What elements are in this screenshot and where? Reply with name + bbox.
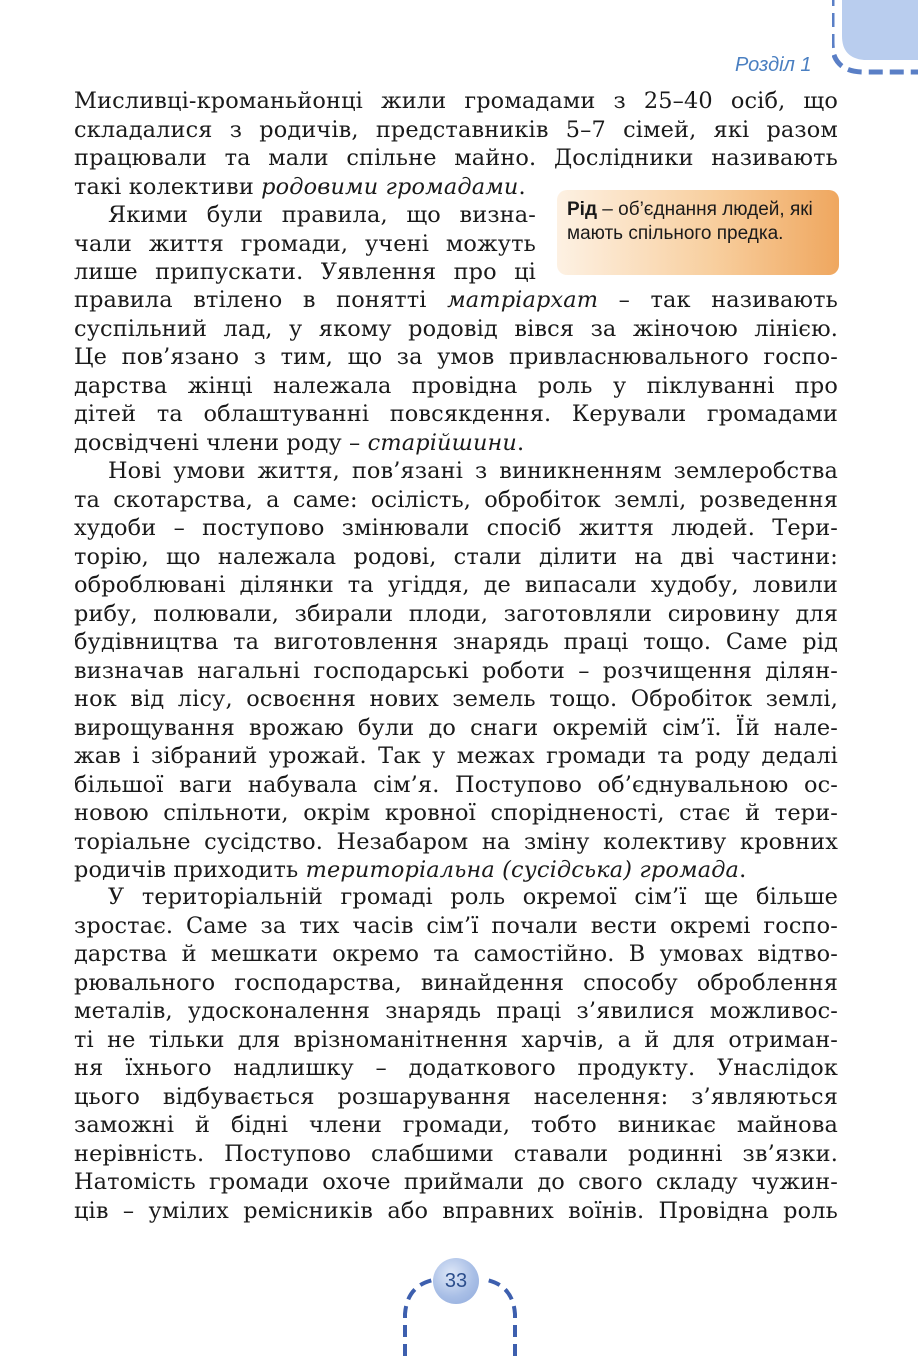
text-line: Нові умови життя, пов’язані з виникненням землеробства (108, 458, 838, 484)
term-stariishyny: старійшини (367, 429, 518, 456)
text-line: торіальне сусідство. Незабаром на зміну колективу кровних (74, 828, 838, 855)
text-line: цього відбувається розшарування населення: з’являються (74, 1083, 838, 1110)
text-line: новою спільноти, окрім кровної спорідненості, стає й тери- (74, 800, 838, 826)
text-line: рибу, полювали, збирали плоди, заготовляли сировину для (74, 600, 838, 627)
page-number: 33 (433, 1258, 479, 1304)
text-line: Це пов’язано з тим, що за умов привласнювального госпо- (74, 344, 838, 370)
paragraph-3 (74, 457, 838, 885)
text-line: лише припускати. Уявлення про ці (74, 259, 536, 285)
text-line: Натомість громади охоче приймали до свого складу чужин- (74, 1169, 838, 1195)
paragraph-2-narrow (74, 201, 536, 287)
term-rodovi-gromady: родовими громадами (261, 173, 519, 200)
text-line: нок від лісу, освоєння нових земель тощо. Обробіток землі, (74, 686, 838, 712)
text-line: Мисливці-кроманьйонці жили громадами з 25–40 осіб, що (74, 88, 838, 114)
text-line: складалися з родичів, представників 5–7 сімей, які разом (74, 116, 838, 143)
text-line: такі колективи родовими громадами. (74, 173, 526, 200)
definition-text: – об’єднання людей, які мають спільного предка. (567, 199, 813, 244)
corner-decoration (832, 0, 918, 78)
text-line: оброблювані ділянки та угіддя, де випасали худобу, ловили (74, 572, 838, 598)
text-line: худоби – поступово змінювали спосіб життя людей. Тери- (74, 515, 838, 541)
text-line: працювали та мали спільне майно. Дослідники називають (74, 145, 838, 171)
text-line: правила втілено в понятті матріархат – так називають (74, 287, 838, 313)
definition-box (557, 190, 839, 275)
paragraph-1 (74, 87, 838, 201)
text-line: родичів приходить територіальна (сусідська) громада. (74, 857, 747, 883)
definition-term: Рід (567, 199, 598, 220)
text-line: досвідчені члени роду – старійшини. (74, 429, 525, 456)
text-line: жав і зібраний урожай. Так у межах громади та роду дедалі (74, 743, 838, 769)
paragraph-2 (74, 286, 838, 457)
text-line: нерівність. Поступово слабшими ставали родинні зв’язки. (74, 1140, 838, 1167)
text-line: ня їхнього надлишку – додаткового продукту. Унаслідок (74, 1055, 838, 1081)
section-label: Розділ 1 (735, 54, 812, 76)
text-line: рювального господарства, винайдення способу оброблення (74, 969, 838, 996)
text-line: ців – умілих ремісників або вправних воїнів. Провідна роль (74, 1197, 838, 1224)
text-line: Якими були правила, що визна- (108, 202, 536, 228)
text-line: більшої ваги набувала сім’я. Поступово об’єднувальною ос- (74, 771, 838, 798)
text-line: дарства жінці належала провідна роль у піклуванні про (74, 372, 838, 399)
term-terytorialna-gromada: територіальна (сусідська) громада (305, 857, 740, 883)
text-line: вирощування врожаю були до снаги окремій сім’ї. Їй нале- (74, 714, 838, 741)
text-line: ті не тільки для врізноманітнення харчів, а й для отриман- (74, 1026, 838, 1053)
text-line: заможні й бідні члени громади, тобто виникає майнова (74, 1112, 838, 1138)
page-number-block (395, 1258, 525, 1358)
text-line: металів, удосконалення знарядь праці з’явилися можливос- (74, 998, 838, 1024)
term-matriarkhat: матріархат (447, 287, 599, 313)
text-line: визначав нагальні господарські роботи – розчищення ділян- (74, 657, 838, 684)
text-line: зростає. Саме за тих часів сім’ї почали вести окремі госпо- (74, 912, 838, 939)
text-line: дарства й мешкати окремо та самостійно. В умовах відтво- (74, 941, 838, 967)
text-line: У територіальній громаді роль окремої сім’ї ще більше (108, 884, 838, 910)
text-line: суспільний лад, у якому родовід вівся за жіночою лінією. (74, 315, 838, 342)
text-line: та скотарства, а саме: осілість, обробіток землі, розведення (74, 486, 838, 513)
text-line: дітей та облаштуванні повсякдення. Керували громадами (74, 401, 838, 427)
text-line: чали життя громади, учені можуть (74, 230, 536, 257)
paragraph-4 (74, 883, 838, 1225)
text-line: торію, що належала родові, стали ділити на дві частини: (74, 543, 838, 570)
text-line: будівництва та виготовлення знарядь праці тощо. Саме рід (74, 629, 838, 655)
